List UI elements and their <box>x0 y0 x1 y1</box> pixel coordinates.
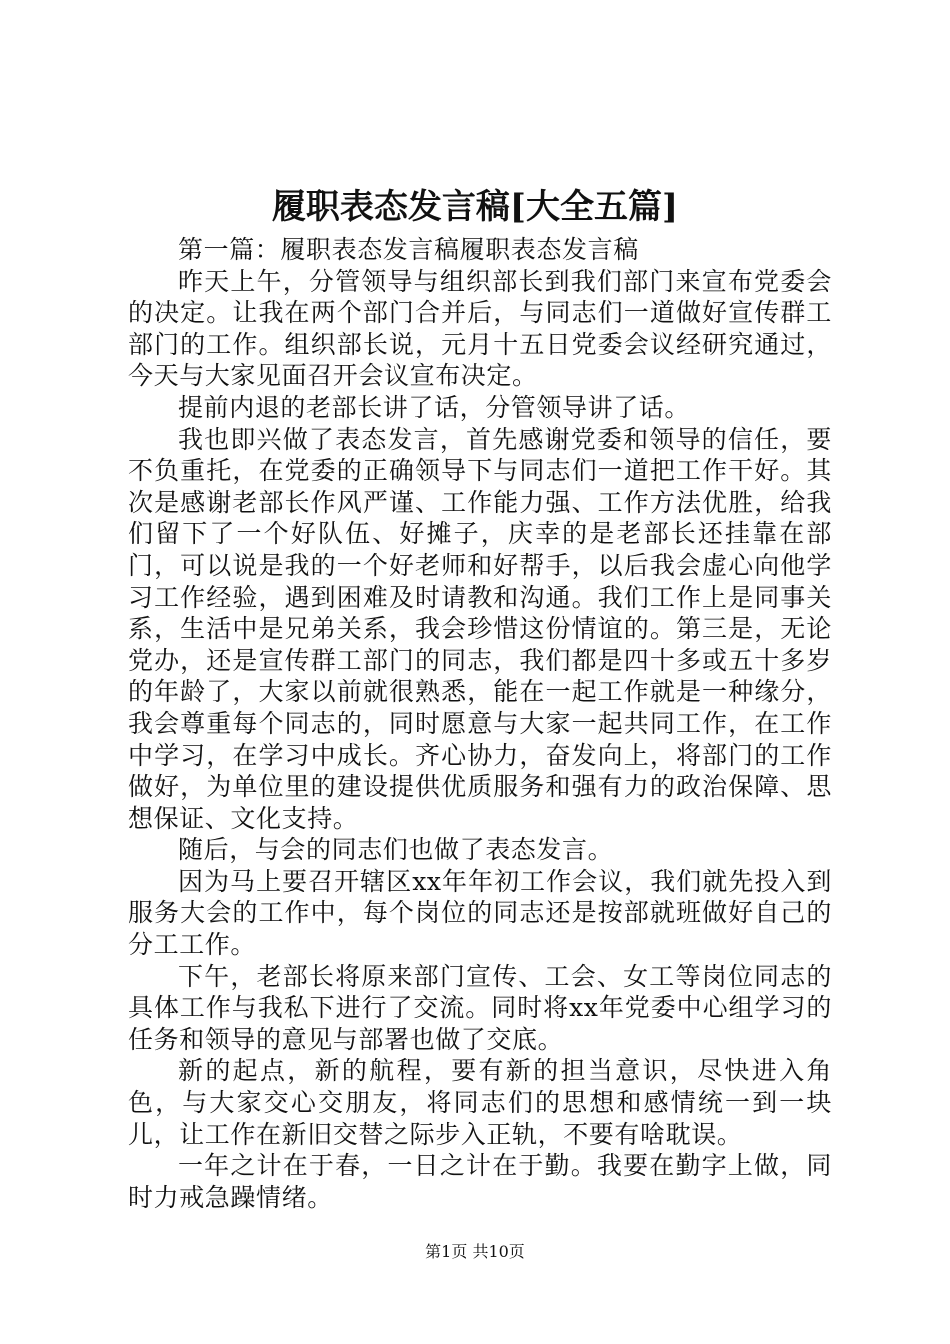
document-body <box>128 234 832 1213</box>
page-footer: 第1页 共10页 <box>425 1242 525 1261</box>
body-paragraph: 新的起点，新的航程，要有新的担当意识，尽快进入角色，与大家交心交朋友，将同志们的思想和感情统一到一块儿，让工作在新旧交替之际步入正轨，不要有啥耽误。 <box>128 1056 832 1149</box>
body-paragraph: 因为马上要召开辖区xx年年初工作会议，我们就先投入到服务大会的工作中，每个岗位的同志还是按部就班做好自己的分工工作。 <box>128 866 832 960</box>
document-title: 履职表态发言稿[大全五篇] <box>271 187 679 227</box>
body-paragraph: 我也即兴做了表态发言，首先感谢党委和领导的信任，要不负重托，在党委的正确领导下与同志们一道把工作干好。其次是感谢老部长作风严谨、工作能力强、工作方法优胜，给我们留下了一个好队伍、好摊子，庆幸的是老部长还挂靠在部门，可以说是我的一个好老师和好帮手，以后我会虚心向他学习工作经验，遇到困难及时请教和沟通。我们工作上是同事关系，生活中是兄弟关系，我会珍惜这份情谊的。第三是，无论党办，还是宣传群工部门的同志，我们都是四十多或五十多岁的年龄了，大家以前就很熟悉，能在一起工作就是一种缘分，我会尊重每个同志的，同时愿意与大家一起共同工作，在工作中学习，在学习中成长。齐心协力，奋发向上，将部门的工作做好，为单位里的建设提供优质服务和强有力的政治保障、思想保证、文化支持。 <box>128 424 832 833</box>
body-paragraph: 一年之计在于春，一日之计在于勤。我要在勤字上做，同时力戒急躁情绪。 <box>128 1151 832 1212</box>
body-paragraph: 随后，与会的同志们也做了表态发言。 <box>178 835 614 865</box>
body-paragraph: 提前内退的老部长讲了话，分管领导讲了话。 <box>178 392 691 422</box>
body-paragraph: 下午，老部长将原来部门宣传、工会、女工等岗位同志的具体工作与我私下进行了交流。同时将xx年党委中心组学习的任务和领导的意见与部署也做了交底。 <box>128 961 832 1054</box>
body-paragraph: 昨天上午，分管领导与组织部长到我们部门来宣布党委会的决定。让我在两个部门合并后，与同志们一道做好宣传群工部门的工作。组织部长说，元月十五日党委会议经研究通过，今天与大家见面召开会议宣布决定。 <box>128 266 832 391</box>
section-heading: 第一篇：履职表态发言稿履职表态发言稿 <box>178 235 639 264</box>
